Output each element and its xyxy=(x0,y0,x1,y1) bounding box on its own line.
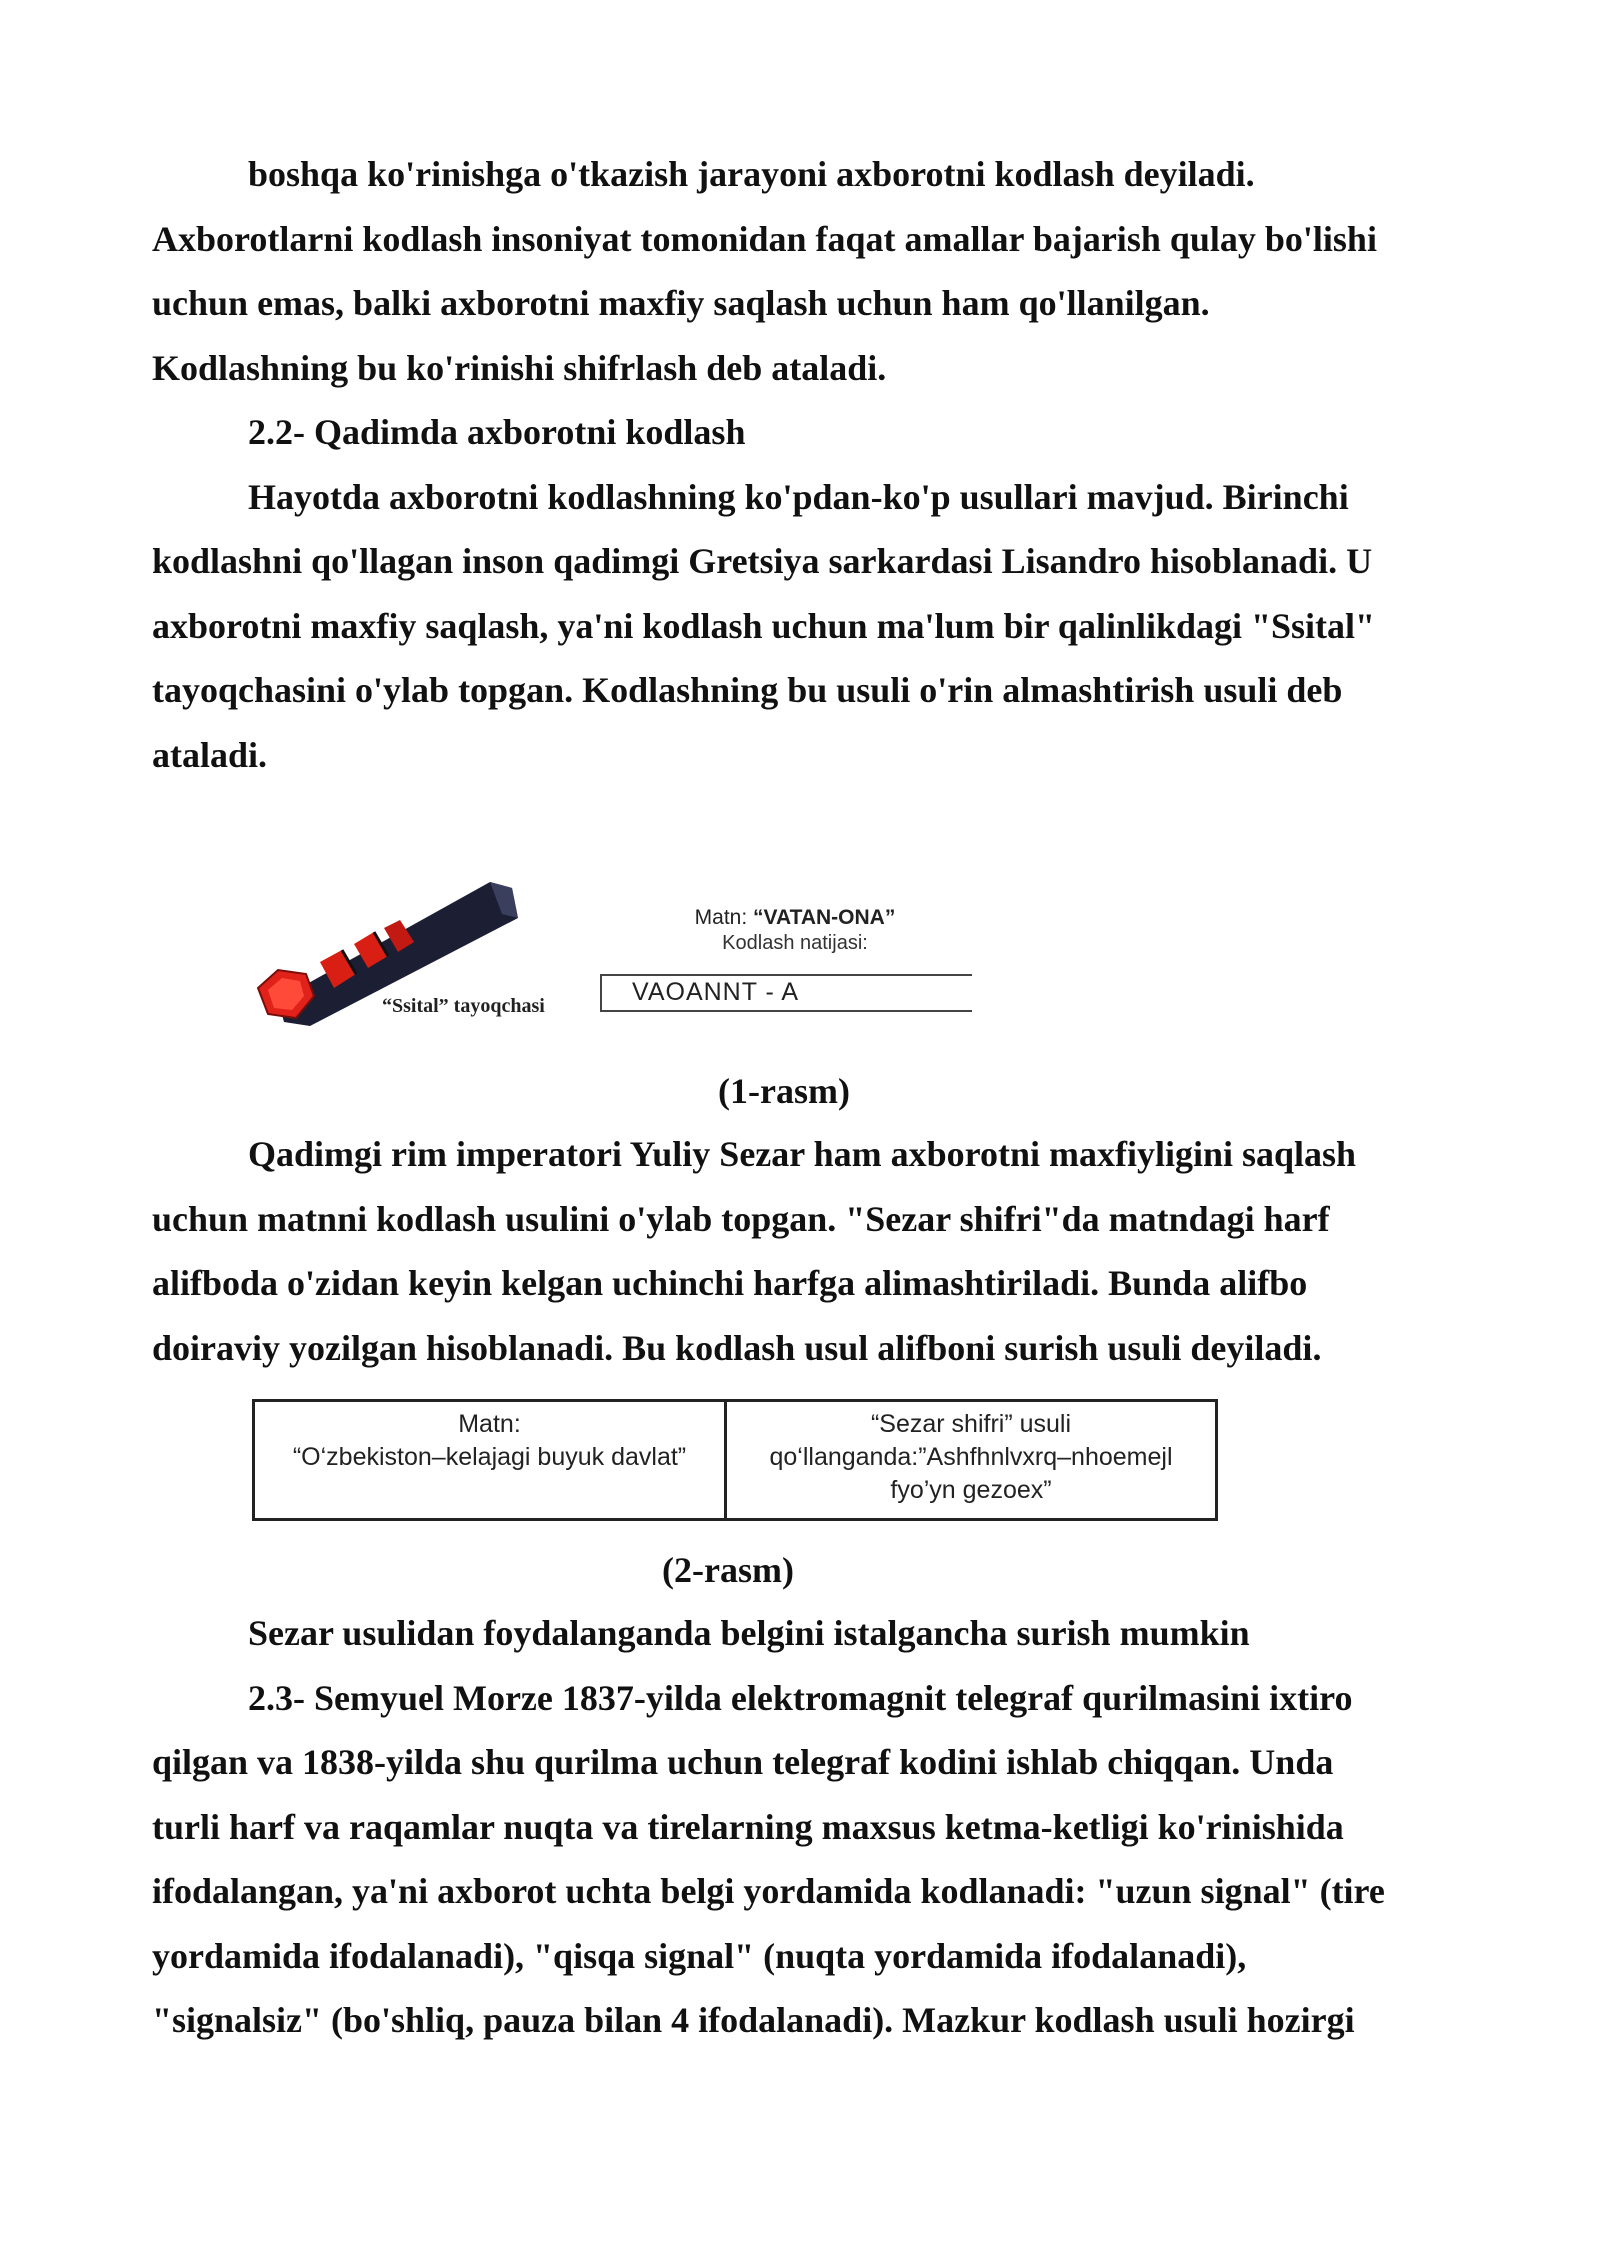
paragraph-line: "signalsiz" (bo'shliq, pauza bilan 4 ifodalanadi). Mazkur kodlash usuli hozirgi xyxy=(152,2000,1355,2040)
paragraph-line: Kodlashning bu ko'rinishi shifrlash deb ataladi. xyxy=(152,347,887,388)
stick-label: “Ssital” tayoqchasi xyxy=(382,995,545,1017)
section-heading: 2.3- Semyuel Morze 1837-yilda elektromagnit telegraf qurilmasini ixtiro xyxy=(248,1677,1353,1718)
figure2-left-line: Matn: xyxy=(458,1410,521,1438)
figure2-right-line: “Sezar shifri” usuli xyxy=(870,1410,1072,1438)
paragraph-line: doiraviy yozilgan hisoblanadi. Bu kodlash usul alifboni surish usuli deyiladi. xyxy=(152,1327,1322,1368)
figure1-result-label: Kodlash natijasi: xyxy=(722,932,868,954)
figure1-matn-value: “VATAN-ONA” xyxy=(753,906,896,929)
text-block-bottom xyxy=(152,1601,1452,2053)
paragraph-line: yordamida ifodalanadi), "qisqa signal" (nuqta yordamida ifodalanadi), xyxy=(152,1935,1247,1976)
figure2-left-cell xyxy=(255,1402,727,1518)
paragraph-line: tayoqchasini o'ylab topgan. Kodlashning bu usuli o'rin almashtirish usuli deb xyxy=(152,670,1343,710)
paragraph-line: Hayotda axborotni kodlashning ko'pdan-ko'p usullari mavjud. Birinchi xyxy=(248,476,1349,517)
paragraph-line: uchun emas, balki axborotni maxfiy saqlash uchun ham qo'llanilgan. xyxy=(152,283,1210,323)
figure1-matn xyxy=(665,906,925,930)
figure2-caption: (2-rasm) xyxy=(662,1550,794,1590)
paragraph-line: boshqa ko'rinishga o'tkazish jarayoni axborotni kodlash deyiladi. xyxy=(248,154,1255,194)
figure1-result-box xyxy=(600,974,972,1012)
figure1-matn-prefix: Matn: xyxy=(694,906,754,929)
text-block-top xyxy=(152,142,1452,787)
paragraph-line: Axborotlarni kodlash insoniyat tomonidan faqat amallar bajarish qulay bo'lishi xyxy=(152,218,1377,259)
paragraph-line: ataladi. xyxy=(152,734,268,775)
paragraph-line: Qadimgi rim imperatori Yuliy Sezar ham axborotni maxfiyligini saqlash xyxy=(248,1134,1357,1174)
paragraph-line: ifodalangan, ya'ni axborot uchta belgi yordamida kodlanadi: "uzun signal" (tire xyxy=(152,1871,1385,1911)
figure-ssital-stick xyxy=(250,870,980,1040)
figure2-right-line: fyo’yn gezoex” xyxy=(890,1476,1052,1504)
paragraph-line: uchun matnni kodlash usulini o'ylab topgan. "Sezar shifri"da matndagi harf xyxy=(152,1198,1330,1239)
figure2-table xyxy=(252,1399,1218,1521)
paragraph-line: turli harf va raqamlar nuqta va tirelarning maxsus ketma-ketligi ko'rinishida xyxy=(152,1806,1344,1847)
figure1-caption: (1-rasm) xyxy=(718,1071,850,1111)
figure1-result-value: VAOANNT - A xyxy=(632,978,800,1006)
figure2-left-line: “O‘zbekiston–kelajagi buyuk davlat” xyxy=(292,1443,687,1471)
text-block-mid xyxy=(152,1122,1452,1380)
paragraph-line: axborotni maxfiy saqlash, ya'ni kodlash uchun ma'lum bir qalinlikdagi "Ssital" xyxy=(152,605,1376,646)
figure2-right-cell xyxy=(727,1402,1215,1518)
figure2-right-line: qo‘llanganda:”Ashfhnlvxrq–nhoemejl xyxy=(769,1443,1173,1471)
section-heading: 2.2- Qadimda axborotni kodlash xyxy=(248,412,746,452)
paragraph-line: Sezar usulidan foydalanganda belgini istalgancha surish mumkin xyxy=(248,1613,1250,1653)
paragraph-line: alifboda o'zidan keyin kelgan uchinchi harfga alimashtiriladi. Bunda alifbo xyxy=(152,1263,1308,1303)
paragraph-line: qilgan va 1838-yilda shu qurilma uchun telegraf kodini ishlab chiqqan. Unda xyxy=(152,1742,1334,1782)
paragraph-line: kodlashni qo'llagan inson qadimgi Gretsiya sarkardasi Lisandro hisoblanadi. U xyxy=(152,541,1373,581)
